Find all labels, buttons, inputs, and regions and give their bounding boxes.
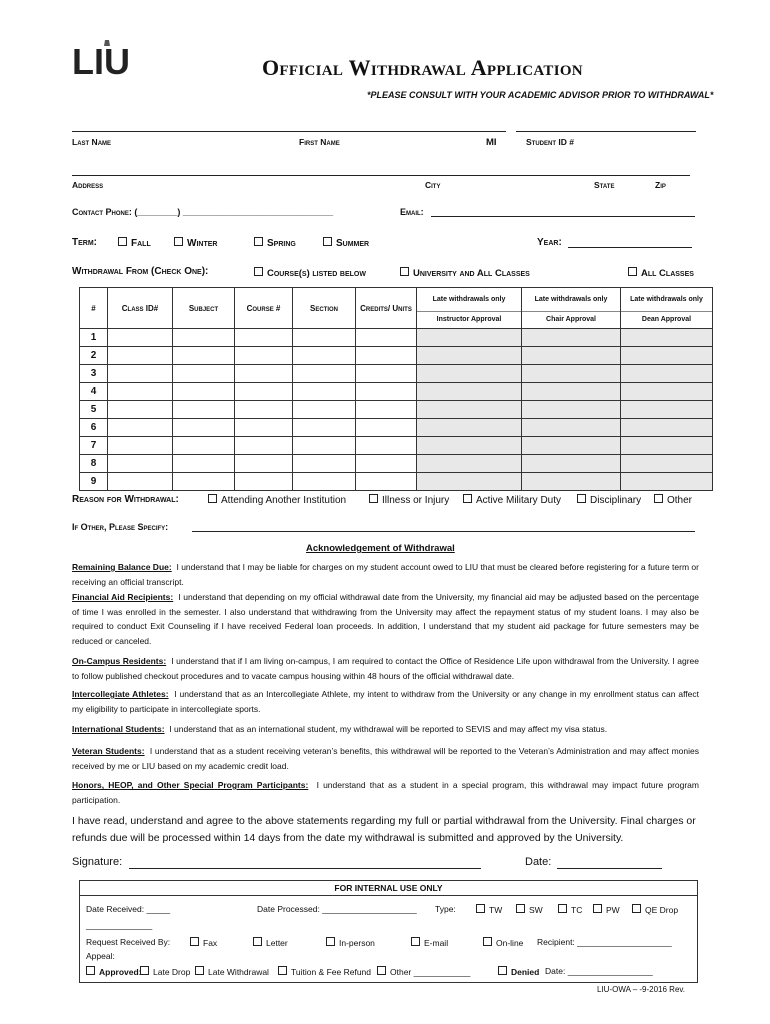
method-email-checkbox[interactable]: E-mail <box>411 937 448 948</box>
email-label: Email: <box>400 207 424 217</box>
cell[interactable] <box>235 365 293 383</box>
cell[interactable] <box>235 455 293 473</box>
first-name-label: First Name <box>299 137 340 147</box>
cell[interactable] <box>173 473 235 491</box>
term-fall-checkbox[interactable]: Fall <box>118 237 151 249</box>
appeal-late-withdrawal-checkbox[interactable]: Late Withdrawal <box>195 966 269 977</box>
table-row <box>80 347 713 365</box>
year-line[interactable] <box>568 247 692 248</box>
col-course: Course # <box>235 288 293 329</box>
liu-logo <box>72 40 142 80</box>
reason-other-checkbox[interactable]: Other <box>654 494 692 506</box>
state-label: State <box>594 180 615 190</box>
cell[interactable] <box>173 419 235 437</box>
cell[interactable] <box>108 347 173 365</box>
cell[interactable] <box>621 383 713 401</box>
cell[interactable] <box>356 401 417 419</box>
cell[interactable] <box>235 401 293 419</box>
table-row <box>80 329 713 347</box>
method-in-person-checkbox[interactable]: In-person <box>326 937 375 948</box>
cell[interactable] <box>293 365 356 383</box>
method-letter-checkbox[interactable]: Letter <box>253 937 288 948</box>
ack-heading: Acknowledgement of Withdrawal <box>306 543 455 554</box>
cell[interactable] <box>522 365 621 383</box>
year-label: Year: <box>537 237 562 248</box>
cell[interactable] <box>417 329 522 347</box>
reason-military-checkbox[interactable]: Active Military Duty <box>463 494 561 506</box>
table-row <box>80 455 713 473</box>
internal-heading: FOR INTERNAL USE ONLY <box>80 881 698 896</box>
cell[interactable] <box>417 419 522 437</box>
cell[interactable] <box>108 419 173 437</box>
cell[interactable] <box>356 419 417 437</box>
method-online-checkbox[interactable]: On-line <box>483 937 523 948</box>
cell[interactable] <box>173 383 235 401</box>
col-instructor-approval: Late withdrawals only Instructor Approval <box>417 288 522 329</box>
cell[interactable] <box>108 455 173 473</box>
signature-label: Signature: <box>72 856 123 868</box>
cell[interactable] <box>173 329 235 347</box>
cell[interactable] <box>417 365 522 383</box>
cell[interactable] <box>293 383 356 401</box>
ack-international: International Students: I understand that as an international student, my withdrawal will be reported to SEVIS and may affect my visa status. <box>72 724 608 734</box>
ack-athletes: Intercollegiate Athletes: I understand that as an Intercollegiate Athlete, my intent to withdraw from the University or any change in my enrollment status can affect my eligibility to participate in intercollegiate sports. <box>72 689 699 714</box>
form-revision: LIU-OWA – -9-2016 Rev. <box>597 985 686 994</box>
cell[interactable] <box>356 329 417 347</box>
cell[interactable] <box>621 401 713 419</box>
cell[interactable] <box>356 347 417 365</box>
row-number: 6 <box>80 419 108 437</box>
reason-attending-checkbox[interactable]: Attending Another Institution <box>208 494 346 506</box>
row-number: 2 <box>80 347 108 365</box>
cell[interactable] <box>621 419 713 437</box>
cell[interactable] <box>235 419 293 437</box>
date-received-continuation: ______________ <box>86 920 153 930</box>
col-dean-approval: Late withdrawals only Dean Approval <box>621 288 713 329</box>
cell[interactable] <box>621 329 713 347</box>
date-line[interactable] <box>557 868 662 869</box>
ack-special-programs: Honors, HEOP, and Other Special Program Participants: I understand that as a student in a special program, this withdrawal may impact future program participation. <box>72 780 699 805</box>
row-number: 9 <box>80 473 108 491</box>
advisor-notice: *PLEASE CONSULT WITH YOUR ACADEMIC ADVISOR PRIOR TO WITHDRAWAL* <box>367 90 714 100</box>
row-number: 3 <box>80 365 108 383</box>
approved-checkbox[interactable]: Approved: <box>86 966 142 977</box>
ack-financial-aid: Financial Aid Recipients: I understand that depending on my official withdrawal date from the University, my financial aid may be adjusted based on the percentage of time I was enrolled in the semester. I also understand that withdrawing from the University may affect the repayment status of my student loans. I may also be required to conduct Exit Counseling if I have received Federal loan proceeds. In addition, I understand that my student aid package for future semesters may be reduced or canceled. <box>72 592 699 646</box>
cell[interactable] <box>621 455 713 473</box>
cell[interactable] <box>417 347 522 365</box>
col-chair-approval: Late withdrawals only Chair Approval <box>522 288 621 329</box>
appeal-date-field[interactable]: Date: __________________ <box>545 966 653 976</box>
appeal-label: Appeal: <box>86 951 115 961</box>
table-row <box>80 365 713 383</box>
name-line[interactable] <box>72 131 506 132</box>
cell[interactable] <box>621 437 713 455</box>
cell[interactable] <box>108 401 173 419</box>
ack-on-campus: On-Campus Residents: I understand that if I am living on-campus, I am required to contact the Office of Residence Life upon withdrawal from the University. I agree to follow published checkout procedures and to vacate campus housing within 48 hours of the official withdrawal date. <box>72 656 699 681</box>
contact-phone-field[interactable]: Contact Phone: (________) ______________________________ <box>72 207 334 217</box>
email-line[interactable] <box>431 216 695 217</box>
type-tc-checkbox[interactable]: TC <box>558 904 582 915</box>
cell[interactable] <box>522 383 621 401</box>
row-number: 7 <box>80 437 108 455</box>
cell[interactable] <box>356 383 417 401</box>
other-specify-label: If Other, Please Specify: <box>72 522 169 532</box>
cell[interactable] <box>621 365 713 383</box>
form-title: Official Withdrawal Application <box>262 55 583 80</box>
cell[interactable] <box>235 473 293 491</box>
zip-label: Zip <box>655 180 666 190</box>
cell[interactable] <box>293 347 356 365</box>
date-processed-field[interactable]: Date Processed: ____________________ <box>257 904 417 914</box>
cell[interactable] <box>173 401 235 419</box>
cell[interactable] <box>173 365 235 383</box>
cell[interactable] <box>356 473 417 491</box>
cell[interactable] <box>522 347 621 365</box>
cell[interactable] <box>235 347 293 365</box>
row-number: 4 <box>80 383 108 401</box>
cell[interactable] <box>522 329 621 347</box>
table-row <box>80 401 713 419</box>
appeal-refund-checkbox[interactable]: Tuition & Fee Refund <box>278 966 371 977</box>
type-pw-checkbox[interactable]: PW <box>593 904 620 915</box>
withdrawal-from-label: Withdrawal From (Check One): <box>72 266 209 277</box>
cell[interactable] <box>235 383 293 401</box>
cell[interactable] <box>293 329 356 347</box>
table-row <box>80 419 713 437</box>
cell[interactable] <box>621 473 713 491</box>
cell[interactable] <box>417 383 522 401</box>
last-name-label: Last Name <box>72 137 112 147</box>
cell[interactable] <box>417 473 522 491</box>
cell[interactable] <box>293 473 356 491</box>
cell[interactable] <box>417 437 522 455</box>
cell[interactable] <box>173 455 235 473</box>
cell[interactable] <box>108 437 173 455</box>
cell[interactable] <box>522 455 621 473</box>
type-sw-checkbox[interactable]: SW <box>516 904 543 915</box>
mi-label: MI <box>486 137 497 148</box>
student-id-label: Student ID # <box>526 137 574 147</box>
ack-veteran: Veteran Students: I understand that as a student receiving veteran’s benefits, this withdrawal will be reported to the Veteran’s Administration and may affect monies received by me or LIU based on my academic credit load. <box>72 746 699 771</box>
type-label: Type: <box>435 904 456 914</box>
type-qe-drop-checkbox[interactable]: QE Drop <box>632 904 678 915</box>
cell[interactable] <box>621 347 713 365</box>
other-specify-line[interactable] <box>192 531 695 532</box>
svg-text:LIU: LIU <box>72 41 130 80</box>
cell[interactable] <box>173 437 235 455</box>
signature-line[interactable] <box>129 868 481 869</box>
row-number: 1 <box>80 329 108 347</box>
internal-body <box>80 896 698 983</box>
table-row <box>80 473 713 491</box>
cell[interactable] <box>108 365 173 383</box>
term-winter-checkbox[interactable]: Winter <box>174 237 217 249</box>
cell[interactable] <box>108 383 173 401</box>
cell[interactable] <box>522 437 621 455</box>
cell[interactable] <box>235 329 293 347</box>
address-label: Address <box>72 180 104 190</box>
city-label: City <box>425 180 441 190</box>
cell[interactable] <box>522 419 621 437</box>
row-number: 8 <box>80 455 108 473</box>
ack-remaining-balance: Remaining Balance Due: I understand that I may be liable for charges on my student account owed to LIU that must be cleared before registering for a future term or receiving an official transcript. <box>72 562 699 587</box>
cell[interactable] <box>522 401 621 419</box>
cell[interactable] <box>417 401 522 419</box>
col-section: Section <box>293 288 356 329</box>
reason-disciplinary-checkbox[interactable]: Disciplinary <box>577 494 641 506</box>
row-number: 5 <box>80 401 108 419</box>
courses-listed-checkbox[interactable]: Course(s) listed below <box>254 267 366 279</box>
cell[interactable] <box>293 401 356 419</box>
cell[interactable] <box>293 419 356 437</box>
cell[interactable] <box>293 437 356 455</box>
table-header-row <box>80 288 713 329</box>
reason-label: Reason for Withdrawal: <box>72 494 179 505</box>
reason-illness-checkbox[interactable]: Illness or Injury <box>369 494 449 506</box>
col-credits: Credits/ Units <box>356 288 417 329</box>
cell[interactable] <box>235 437 293 455</box>
denied-checkbox[interactable]: Denied <box>498 966 539 977</box>
recipient-field[interactable]: Recipient: ____________________ <box>537 937 672 947</box>
table-row <box>80 437 713 455</box>
appeal-late-drop-checkbox[interactable]: Late Drop <box>140 966 190 977</box>
cell[interactable] <box>108 329 173 347</box>
col-subject: Subject <box>173 288 235 329</box>
cell[interactable] <box>293 455 356 473</box>
term-spring-checkbox[interactable]: Spring <box>254 237 296 249</box>
appeal-other-checkbox[interactable]: Other ____________ <box>377 966 470 977</box>
all-classes-checkbox[interactable]: All Classes <box>628 267 694 279</box>
date-received-field[interactable]: Date Received: _____ <box>86 904 171 914</box>
cell[interactable] <box>356 455 417 473</box>
cell[interactable] <box>356 437 417 455</box>
internal-use-table <box>79 880 698 983</box>
address-line[interactable] <box>72 175 690 176</box>
request-received-label: Request Received By: <box>86 937 171 947</box>
course-table <box>79 287 713 491</box>
col-class-id: Class ID# <box>108 288 173 329</box>
term-label: Term: <box>72 237 97 248</box>
table-row <box>80 383 713 401</box>
cell[interactable] <box>173 347 235 365</box>
university-all-classes-checkbox[interactable]: University and All Classes <box>400 267 530 279</box>
col-number: # <box>80 288 108 329</box>
cell[interactable] <box>522 473 621 491</box>
cell[interactable] <box>417 455 522 473</box>
student-id-line[interactable] <box>516 131 696 132</box>
method-fax-checkbox[interactable]: Fax <box>190 937 217 948</box>
cell[interactable] <box>108 473 173 491</box>
cell[interactable] <box>356 365 417 383</box>
term-summer-checkbox[interactable]: Summer <box>323 237 369 249</box>
agreement-text: I have read, understand and agree to the above statements regarding my full or partial withdrawal from the University. Final charges or refunds due will be processed within 14 days from the date my withdrawal is submitted and approved by the University. <box>72 815 696 844</box>
type-tw-checkbox[interactable]: TW <box>476 904 502 915</box>
date-label: Date: <box>525 856 552 868</box>
